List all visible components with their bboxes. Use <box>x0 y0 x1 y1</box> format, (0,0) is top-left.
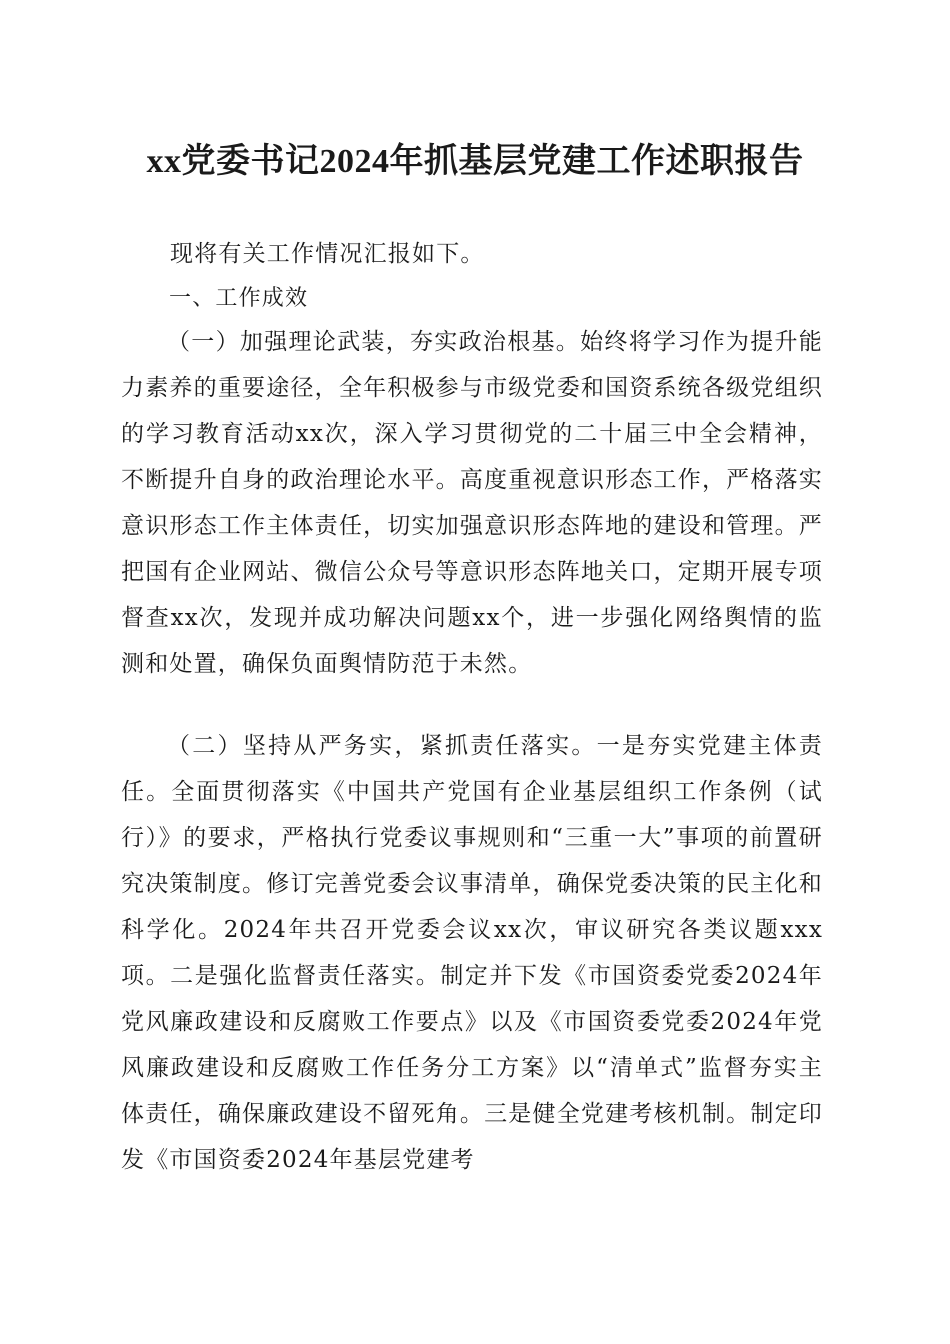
paragraph-theory-study <box>121 319 823 687</box>
section-heading-work-results: 一、工作成效 <box>169 286 309 311</box>
paragraph-lead: （二）坚持从严务实，紧抓责任落实。 <box>167 733 597 759</box>
paragraph-lead: （一）加强理论武装，夯实政治根基。 <box>167 329 581 355</box>
document-title: xx党委书记2024年抓基层党建工作述职报告 <box>146 143 804 180</box>
paragraph-body: 始终将学习作为提升能力素养的重要途径，全年积极参与市级党委和国资系统各级党组织的学习教育活动xx次，深入学习贯彻党的二十届三中全会精神，不断提升自身的政治理论水平。高度重视意识形态工作，严格落实意识形态工作主体责任，切实加强意识形态阵地的建设和管理。严把国有企业网站、微信公众号等意识形态阵地关口，定期开展专项督查xx次，发现并成功解决问题xx个，进一步强化网络舆情的监测和处置，确保负面舆情防范于未然。 <box>121 329 824 677</box>
paragraph-body: 一是夯实党建主体责任。全面贯彻落实《中国共产党国有企业基层组织工作条例（试行）》的要求，严格执行党委议事规则和“三重一大”事项的前置研究决策制度。修订完善党委会议事清单，确保党委决策的民主化和科学化。2024年共召开党委会议xx次，审议研究各类议题xxx项。二是强化监督责任落实。制定并下发《市国资委党委2024年党风廉政建设和反腐败工作要点》以及《市国资委党委2024年党风廉政建设和反腐败工作任务分工方案》以“清单式”监督夯实主体责任，确保廉政建设不留死角。三是健全党建考核机制。制定印发《市国资委2024年基层党建考 <box>121 733 823 1173</box>
paragraph-responsibility <box>121 723 823 1183</box>
intro-paragraph: 现将有关工作情况汇报如下。 <box>170 241 485 267</box>
